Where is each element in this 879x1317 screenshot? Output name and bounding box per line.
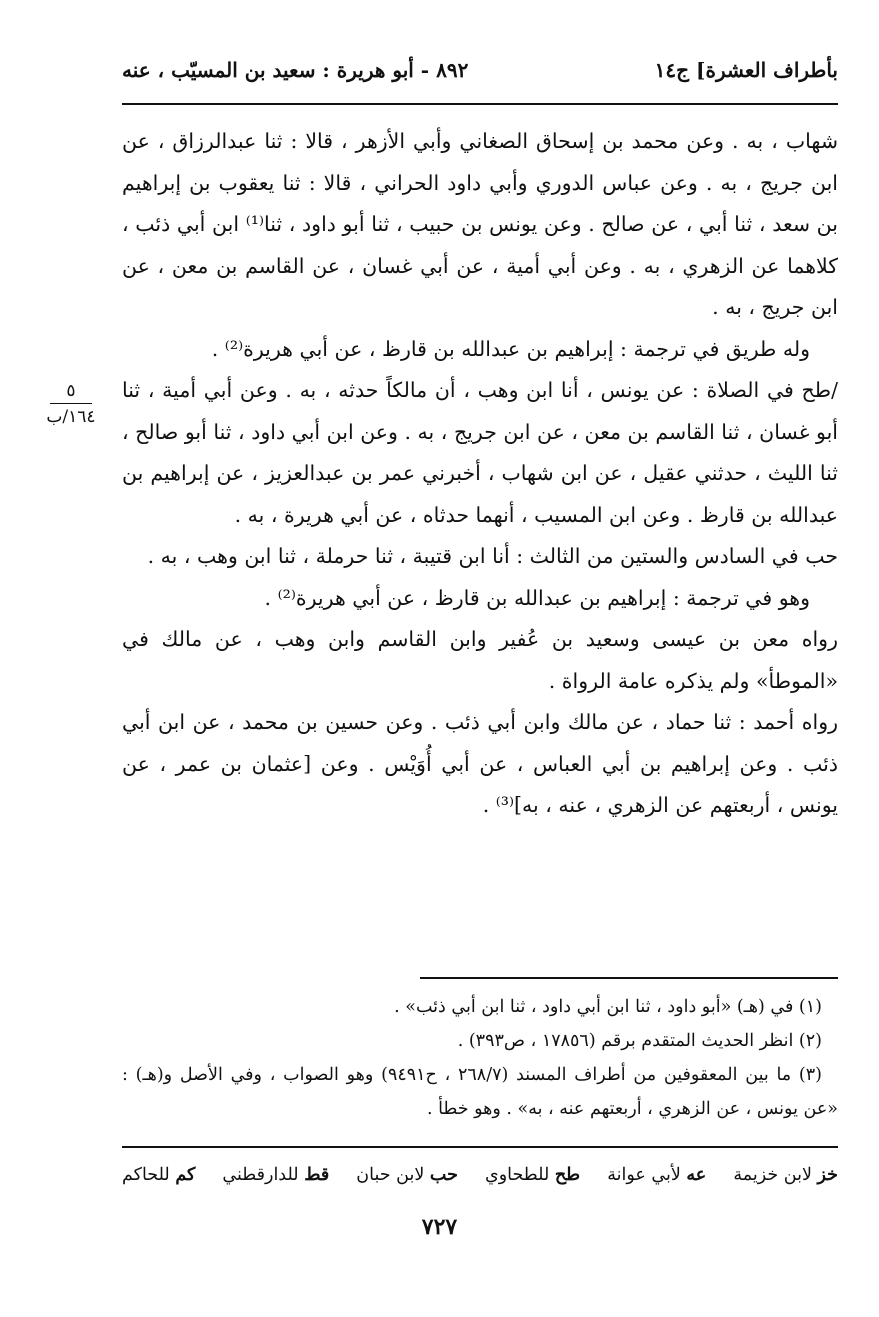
abbreviation-name: لابن حبان — [356, 1165, 425, 1185]
abbreviation-entry — [222, 1160, 329, 1190]
abbreviation-code: قط — [304, 1165, 330, 1185]
margin-note-number: ٥ — [66, 381, 76, 401]
abbreviation-name: للطحاوي — [485, 1165, 550, 1185]
paragraph-3: /طح في الصلاة : عن يونس ، أنا ابن وهب ، أن مالكاً حدثه ، به . وعن أبي أمية ، ثنا أبو غسان ، ثنا القاسم بن معن ، عن ابن جريج ، به . وعن ابن أبي داود ، ثنا أبو صالح ، ثنا الليث ، حدثني عقيل ، عن ابن شهاب ، أخبرني عمر بن عبدالعزيز ، عن إبراهيم بن عبدالله بن قارظ . وعن ابن المسيب ، أنهما حدثاه ، عن أبي هريرة ، به . — [122, 378, 838, 527]
abbreviation-entry — [733, 1160, 838, 1190]
paragraph-7: رواه أحمد : ثنا حماد ، عن مالك وابن أبي ذئب . وعن حسين بن محمد ، عن ابن أبي ذئب . وعن إبراهيم بن أبي العباس ، عن أبي أُوَيْس . وعن [عثمان بن عمر ، عن يونس ، أربعتهم عن الزهري ، عنه ، به]⁽³⁾ . — [122, 710, 838, 817]
paragraph-4: حب في السادس والستين من الثالث : أنا ابن قتيبة ، ثنا حرملة ، ثنا ابن وهب ، به . — [147, 544, 838, 568]
header-book-title: بأطراف العشرة] ج١٤ — [654, 58, 838, 82]
paragraph-5: وهو في ترجمة : إبراهيم بن عبدالله بن قارظ ، عن أبي هريرة⁽²⁾ . — [264, 585, 810, 610]
bottom-divider — [122, 1146, 838, 1148]
margin-note-folio: ١٦٤/ب — [46, 407, 96, 427]
abbreviation-code: كم — [175, 1165, 196, 1185]
header-divider — [122, 103, 838, 105]
footnote-1: (١) في (هـ) «أبو داود ، ثنا ابن أبي داود ، ثنا ابن أبي ذئب» . — [394, 997, 822, 1017]
footnotes — [122, 990, 838, 1126]
page-number: ٧٢٧ — [421, 1214, 458, 1240]
abbreviation-entry — [356, 1160, 458, 1190]
paragraph-1: شهاب ، به . وعن محمد بن إسحاق الصغاني وأبي الأزهر ، قالا : ثنا عبدالرزاق ، عن ابن جريج ، به . وعن عباس الدوري وأبي داود الحراني ، قالا : ثنا يعقوب بن إبراهيم بن سعد ، ثنا أبي ، عن صالح . وعن يونس بن حبيب ، ثنا أبو داود ، ثنا⁽¹⁾ ابن أبي ذئب ، كلاهما عن الزهري ، به . وعن أبي أمية ، عن أبي غسان ، عن القاسم بن معن ، عن ابن جريج ، به . — [122, 129, 838, 319]
footnote-3: (٣) ما بين المعقوفين من أطراف المسند (٢٦٨/٧ ، ح٩٤٩١) وهو الصواب ، وفي الأصل و(هـ) : «عن يونس ، عن الزهري ، أربعتهم عنه ، به» . وهو خطأ . — [122, 1065, 838, 1119]
abbreviation-name: للحاكم — [122, 1165, 170, 1185]
paragraph-2: وله طريق في ترجمة : إبراهيم بن عبدالله بن قارظ ، عن أبي هريرة⁽²⁾ . — [211, 336, 810, 361]
abbreviation-code: طح — [554, 1165, 581, 1185]
abbreviation-name: لابن خزيمة — [733, 1165, 812, 1185]
abbreviation-name: للدارقطني — [222, 1165, 299, 1185]
abbreviation-code: حب — [429, 1165, 458, 1185]
running-header — [122, 58, 838, 88]
header-entry-title: ٨٩٢ - أبو هريرة : سعيد بن المسيّب ، عنه — [122, 58, 469, 82]
abbreviation-name: لأبي عوانة — [607, 1165, 681, 1185]
footnote-divider — [420, 977, 838, 979]
abbreviation-entry — [607, 1160, 706, 1190]
abbreviations-key — [122, 1160, 838, 1190]
abbreviation-entry — [122, 1160, 195, 1190]
abbreviation-code: خز — [817, 1165, 838, 1185]
abbreviation-entry — [485, 1160, 580, 1190]
abbreviation-code: عه — [686, 1165, 707, 1185]
main-text — [122, 121, 838, 827]
paragraph-6: رواه معن بن عيسى وسعيد بن عُفير وابن القاسم وابن وهب ، عن مالك في «الموطأ» ولم يذكره عامة الرواة . — [122, 627, 838, 693]
manuscript-folio-note — [26, 380, 116, 428]
footnote-2: (٢) انظر الحديث المتقدم برقم (١٧٨٥٦ ، ص٣٩٣) . — [457, 1031, 822, 1051]
margin-note-rule — [50, 403, 92, 404]
